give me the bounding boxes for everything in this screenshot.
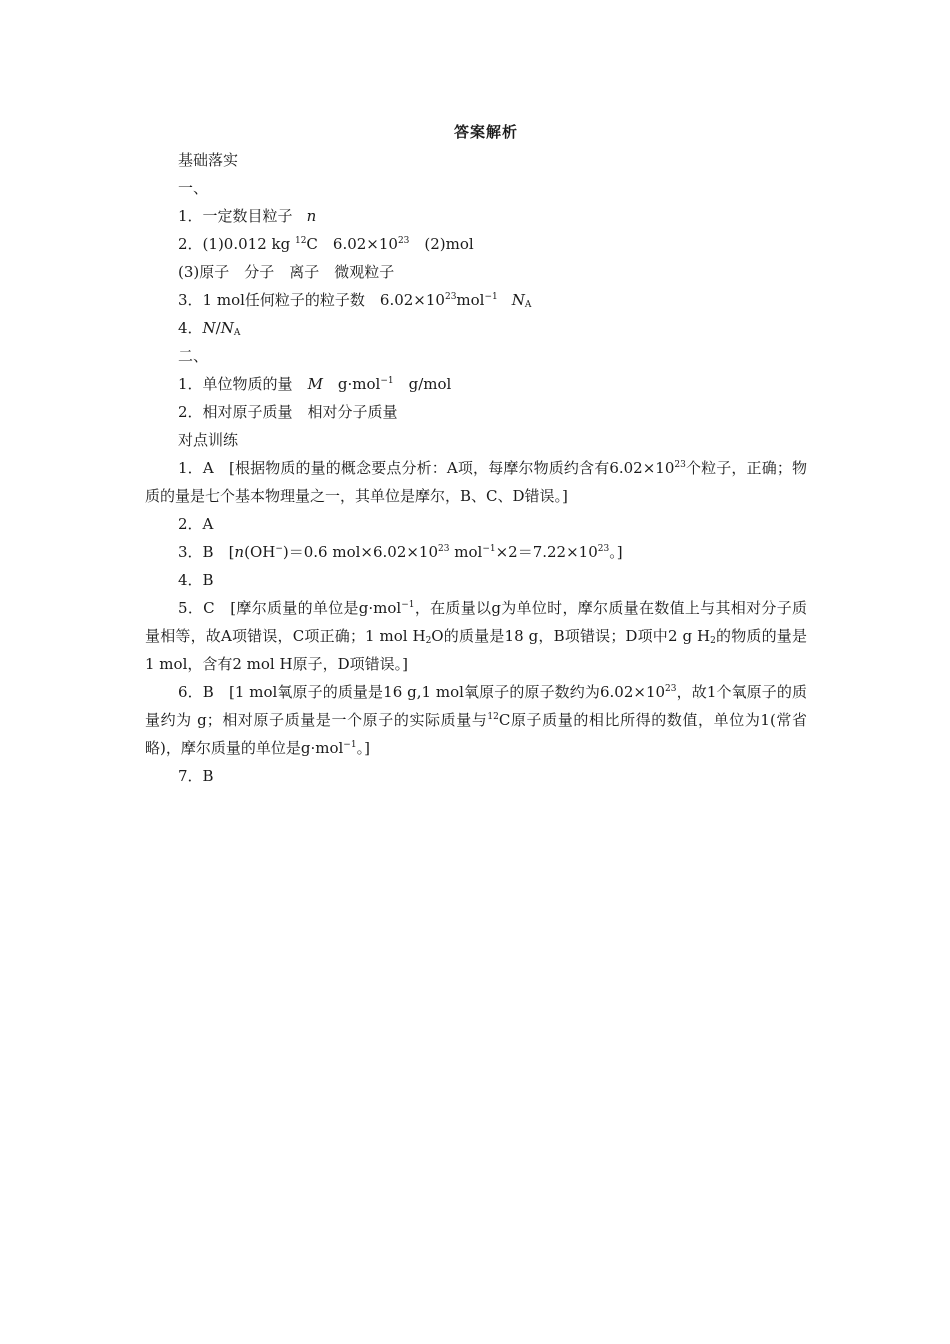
answer-line-6: 2．相对原子质量 相对分子质量 — [178, 403, 398, 421]
section-heading-basics: 基础落实 — [178, 151, 239, 169]
answer-line-1: 1．一定数目粒子 n — [178, 207, 317, 225]
practice-answer-4: 4．B — [178, 571, 214, 589]
answer-line-2: 2．(1)0.012 kg $^{12}$C $6.02\times 10^{23}$ (2)mol — [178, 235, 474, 253]
practice-answer-6: 6．B [1 mol氧原子的质量是16 g,1 mol氧原子的原子数约为$6.02\times 10^{23}$，故1个氧原子的质量约为 g；相对原子质量是一个原子的实际质量与$^{12}$C原子质量的相比所得的数值，单位为1(常省略)，摩尔质量的单位是g·mol$^{-1}$。] — [145, 683, 808, 757]
practice-answer-7: 7．B — [178, 767, 214, 785]
practice-answer-1: 1．A [根据物质的量的概念要点分析：A项，每摩尔物质约含有$6.02\times 10^{23}$个粒子，正确；物质的量是七个基本物理量之一，其单位是摩尔，B、C、D错误。] — [145, 459, 807, 505]
part-one-label: 一、 — [178, 179, 209, 197]
answer-line-4: 4．$N/N_A$ — [178, 319, 241, 338]
part-two-label: 二、 — [178, 347, 209, 365]
practice-answer-2: 2．A — [178, 515, 214, 533]
answer-line-2b: (3)原子 分子 离子 微观粒子 — [178, 263, 395, 281]
page-title: 答案解析 — [453, 123, 518, 141]
practice-answer-5: 5．C [摩尔质量的单位是g·mol$^{-1}$，在质量以g为单位时，摩尔质量在数值上与其相对分子质量相等，故A项错误，C项正确；1 mol $H_2O$的质量是18 g，B项错误；D项中2 g $H_2$的物质的量是1 mol，含有2 mol H原子，D项错误。] — [145, 599, 807, 673]
answer-line-3: 3．1 mol任何粒子的粒子数 $6.02\times 10^{23}mol^{-1}$ $N_A$ — [178, 291, 532, 310]
practice-answer-3: 3．B [n(OH−)＝0.6 $mol\times 6.02\times 10^{23}$ $mol^{-1}\times 2=7.22\times 10^{23}$。] — [178, 543, 623, 561]
section-heading-practice: 对点训练 — [178, 431, 239, 449]
answer-line-5: 1．单位物质的量 M g·mol$^{-1}$ g/mol — [178, 375, 452, 393]
